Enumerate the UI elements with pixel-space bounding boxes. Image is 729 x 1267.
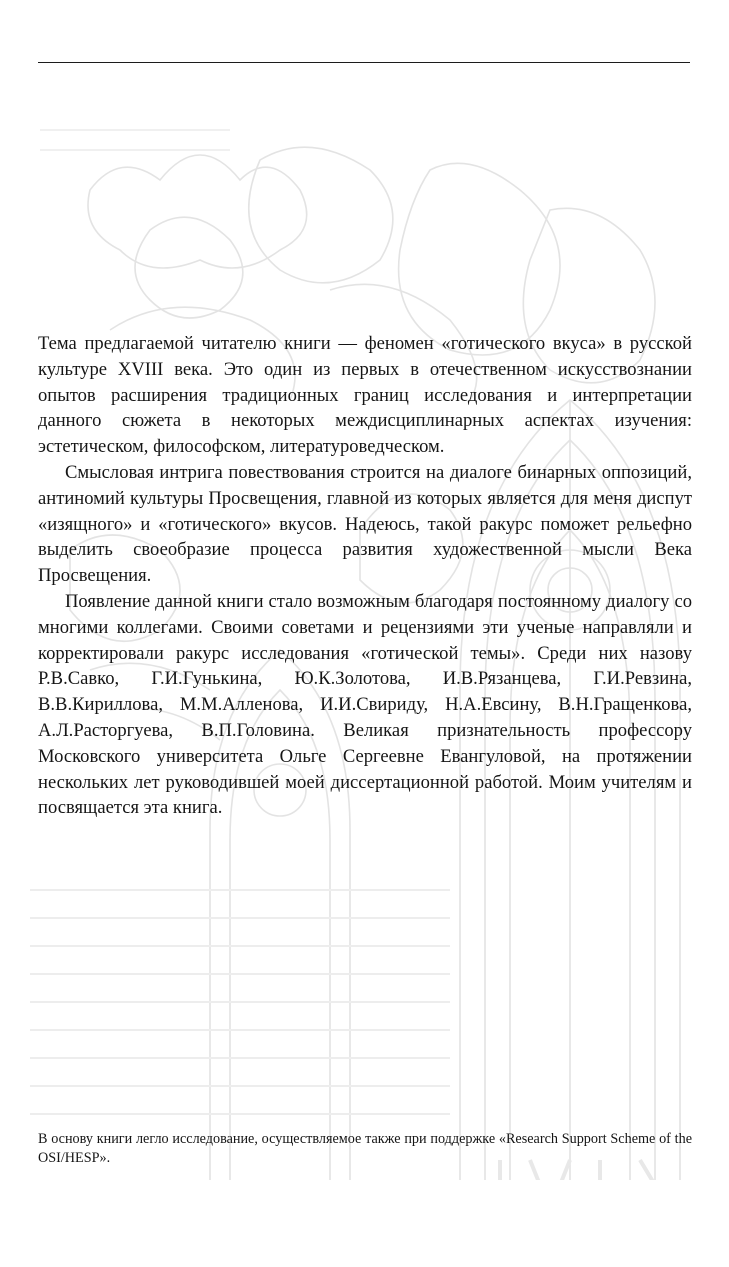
paragraph-2: Смысловая интрига повествования строится на диалоге бинарных оппозиций, антиномий культуры Просвещения, главной из которых является для меня диспут «изящного» и «готического» вкусов. Надеюсь, такой ракурс поможет рельефно выделить своеобразие процесса развития художественной мысли Века Просвещения. xyxy=(38,461,692,587)
paragraph-1: Тема предлагаемой читателю книги — феномен «готического вкуса» в русской культуре XVIII века. Это один из первых в отечественном искусствознании опытов расширения традиционных границ исследования и интерпретации данного сюжета в некоторых междисциплинарных аспектах изучения: эстетическом, философском, литературоведческом. xyxy=(38,333,692,458)
main-text xyxy=(38,331,692,821)
footnote: В основу книги легло исследование, осуществляемое также при поддержке «Research Support Scheme of the OSI/HESP». xyxy=(38,1131,692,1166)
header-rule xyxy=(38,62,690,63)
paragraph-3: Появление данной книги стало возможным благодаря постоянному диалогу со многими коллегами. Своими советами и рецензиями эти ученые направляли и корректировали ракурс исследования «готической темы». Среди них назову Р.В.Савко, Г.И.Гунькина, Ю.К.Золотова, И.В.Рязанцева, Г.И.Ревзина, В.В.Кириллова, М.М.Алленова, И.И.Свириду, Н.А.Евсину, В.Н.Гращенкова, А.Л.Расторгуева, В.П.Головина. Великая признательность профессору Московского университета Ольге Сергеевне Евангуловой, на протяжении нескольких лет руководившей моей диссертационной работой. Моим учителям и посвящается эта книга. xyxy=(38,590,692,819)
